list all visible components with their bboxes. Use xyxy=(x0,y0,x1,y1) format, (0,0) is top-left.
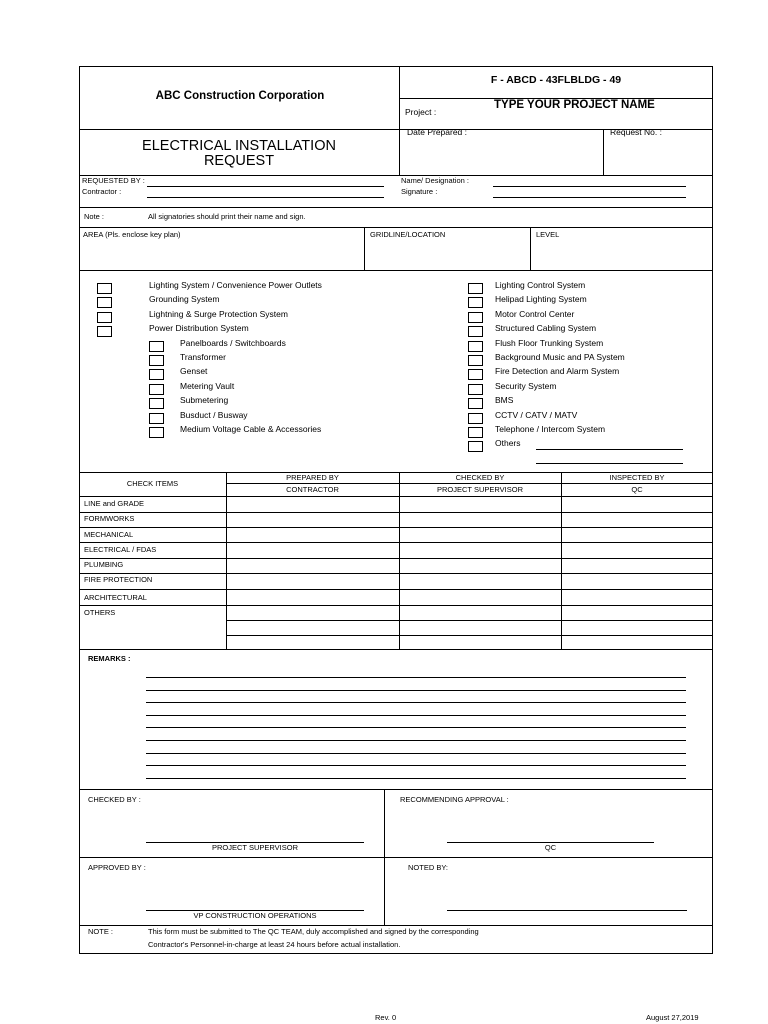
checkbox[interactable] xyxy=(149,355,164,366)
table-row-label: FIRE PROTECTION xyxy=(84,575,153,584)
project-supervisor-caption: PROJECT SUPERVISOR xyxy=(212,843,298,852)
checkbox[interactable] xyxy=(468,312,483,323)
checkbox[interactable] xyxy=(97,283,112,294)
footer-note-label: NOTE : xyxy=(88,927,114,936)
form-border xyxy=(79,66,713,954)
checklist-item-label: Flush Floor Trunking System xyxy=(495,338,604,348)
form-title-line2: REQUEST xyxy=(203,153,275,169)
qc-caption: QC xyxy=(544,843,557,852)
remarks-line[interactable] xyxy=(146,715,686,716)
checkbox[interactable] xyxy=(149,384,164,395)
footer-note-line2: Contractor's Personnel-in-charge at least 24 hours before actual installation. xyxy=(148,940,401,949)
signature-field[interactable] xyxy=(493,197,686,198)
checklist-item-label: Metering Vault xyxy=(180,381,235,391)
project-name[interactable]: TYPE YOUR PROJECT NAME xyxy=(494,99,655,111)
remarks-line[interactable] xyxy=(146,677,686,678)
table-row-label: LINE and GRADE xyxy=(84,499,145,508)
checkbox[interactable] xyxy=(97,326,112,337)
remarks-line[interactable] xyxy=(146,702,686,703)
table-row-label: ARCHITECTURAL xyxy=(84,593,147,602)
checklist-item-label: Lightning & Surge Protection System xyxy=(149,309,288,319)
checklist-item-label: Background Music and PA System xyxy=(495,352,625,362)
form-code: F - ABCD - 43FLBLDG - 49 xyxy=(490,74,622,86)
remarks-line[interactable] xyxy=(146,753,686,754)
table-row-label: FORMWORKS xyxy=(84,514,135,523)
vp-construction-caption: VP CONSTRUCTION OPERATIONS xyxy=(193,911,317,920)
col-project-supervisor: PROJECT SUPERVISOR xyxy=(437,485,523,494)
footer-note-line1: This form must be submitted to The QC TEAM, duly accomplished and signed by the corresponding xyxy=(148,927,479,936)
col-checked-by: CHECKED BY xyxy=(455,473,505,482)
remarks-line[interactable] xyxy=(146,740,686,741)
table-row-label: PLUMBING xyxy=(84,560,124,569)
checkbox[interactable] xyxy=(149,369,164,380)
requested-by-field[interactable] xyxy=(147,186,384,187)
request-no-label: Request No. : xyxy=(610,127,662,137)
checkbox[interactable] xyxy=(468,355,483,366)
remarks-line[interactable] xyxy=(146,778,686,779)
checklist-item-label: Genset xyxy=(180,366,208,376)
note-text: All signatories should print their name and sign. xyxy=(148,212,306,221)
checkbox[interactable] xyxy=(468,398,483,409)
checklist-item-label: Busduct / Busway xyxy=(180,410,248,420)
area-label: AREA (Pls. enclose key plan) xyxy=(83,230,181,239)
checkbox[interactable] xyxy=(468,413,483,424)
checkbox[interactable] xyxy=(97,297,112,308)
col-prepared-by: PREPARED BY xyxy=(286,473,339,482)
checklist-item-label: Transformer xyxy=(180,352,226,362)
recommending-approval-label: RECOMMENDING APPROVAL : xyxy=(400,795,509,804)
checked-by-label: CHECKED BY : xyxy=(88,795,141,804)
checkbox[interactable] xyxy=(149,341,164,352)
checkbox[interactable] xyxy=(149,413,164,424)
checklist-item-label: Security System xyxy=(495,381,557,391)
col-inspected-by: INSPECTED BY xyxy=(609,473,665,482)
name-designation-field[interactable] xyxy=(493,186,686,187)
company-name: ABC Construction Corporation xyxy=(155,90,325,102)
checklist-item-label: Telephone / Intercom System xyxy=(495,424,606,434)
remarks-label: REMARKS : xyxy=(88,654,131,663)
others-line-2[interactable] xyxy=(536,463,683,464)
table-row-label: ELECTRICAL / FDAS xyxy=(84,545,157,554)
note-label: Note : xyxy=(84,212,105,221)
checklist-item-label: Fire Detection and Alarm System xyxy=(495,366,620,376)
remarks-line[interactable] xyxy=(146,765,686,766)
form-title-line1: ELECTRICAL INSTALLATION xyxy=(142,138,336,154)
checklist-item-label: Motor Control Center xyxy=(495,309,575,319)
level-label: LEVEL xyxy=(536,230,560,239)
checkbox[interactable] xyxy=(468,441,483,452)
remarks-line[interactable] xyxy=(146,727,686,728)
checkbox[interactable] xyxy=(468,297,483,308)
others-line-1[interactable] xyxy=(536,449,683,450)
col-check-items: CHECK ITEMS xyxy=(126,479,179,488)
checklist-item-label: Helipad Lighting System xyxy=(495,294,587,304)
table-row-label: MECHANICAL xyxy=(84,530,134,539)
checklist-item-label: Lighting Control System xyxy=(495,280,586,290)
checklist-item-label: Medium Voltage Cable & Accessories xyxy=(180,424,322,434)
checklist-item-label: Others xyxy=(495,438,521,448)
checklist-item-label: Structured Cabling System xyxy=(495,323,597,333)
signature-label: Signature : xyxy=(401,187,438,196)
revision: Rev. 0 xyxy=(375,1013,397,1022)
checklist-item-label: Grounding System xyxy=(149,294,220,304)
date-prepared-label: Date Prepared : xyxy=(407,127,468,137)
checklist-item-label: BMS xyxy=(495,395,514,405)
noted-by-label: NOTED BY: xyxy=(408,863,449,872)
remarks-line[interactable] xyxy=(146,690,686,691)
col-contractor: CONTRACTOR xyxy=(286,485,339,494)
project-label: Project : xyxy=(405,107,437,117)
checklist-item-label: CCTV / CATV / MATV xyxy=(495,410,578,420)
checkbox[interactable] xyxy=(97,312,112,323)
checklist-item-label: Panelboards / Switchboards xyxy=(180,338,286,348)
requested-by-label: REQUESTED BY : xyxy=(82,176,145,185)
gridline-label: GRIDLINE/LOCATION xyxy=(370,230,446,239)
checkbox[interactable] xyxy=(149,398,164,409)
checkbox[interactable] xyxy=(468,369,483,380)
checkbox[interactable] xyxy=(468,326,483,337)
noted-by-signature-line[interactable] xyxy=(447,910,687,911)
name-designation-label: Name/ Designation : xyxy=(401,176,469,185)
checkbox[interactable] xyxy=(468,341,483,352)
checkbox[interactable] xyxy=(468,427,483,438)
checkbox[interactable] xyxy=(468,384,483,395)
contractor-label: Contractor : xyxy=(82,187,122,196)
checklist-item-label: Lighting System / Convenience Power Outlets xyxy=(149,280,322,290)
revision-date: August 27,2019 xyxy=(646,1013,699,1022)
col-qc: QC xyxy=(631,485,643,494)
checklist-item-label: Submetering xyxy=(180,395,229,405)
checkbox[interactable] xyxy=(468,283,483,294)
checklist-item-label: Power Distribution System xyxy=(149,323,249,333)
table-row-label: OTHERS xyxy=(84,608,116,617)
approved-by-label: APPROVED BY : xyxy=(88,863,146,872)
contractor-field[interactable] xyxy=(147,197,384,198)
checkbox[interactable] xyxy=(149,427,164,438)
